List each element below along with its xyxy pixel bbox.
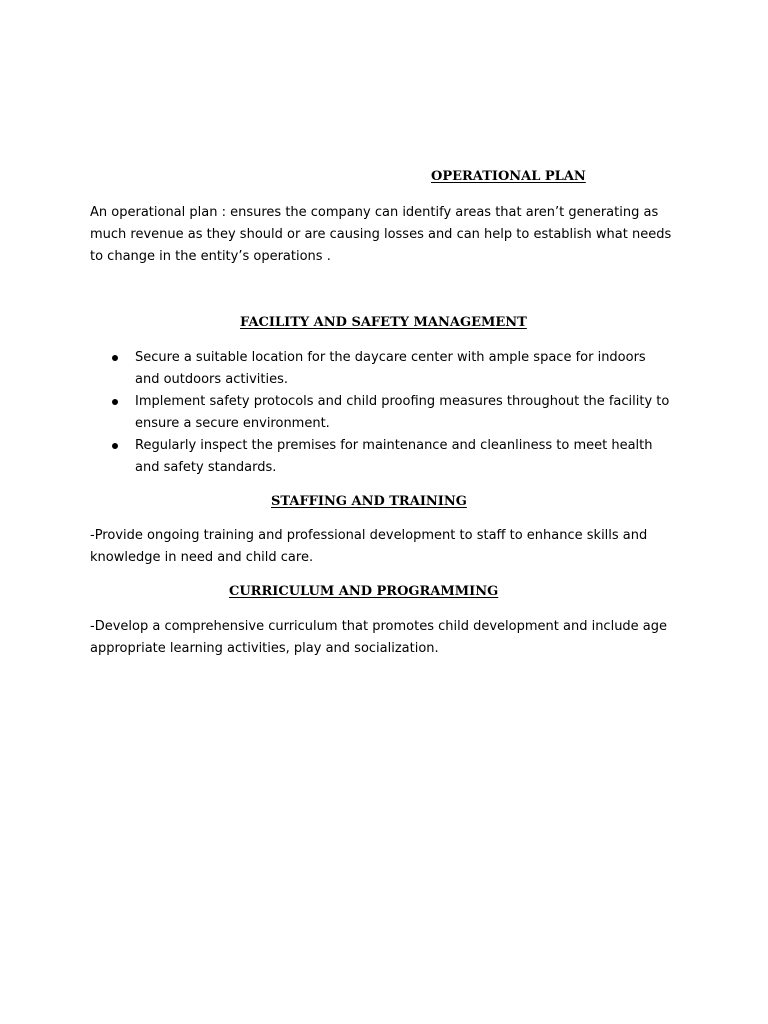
- curriculum-heading: CURRICULUM AND PROGRAMMING: [229, 584, 499, 599]
- list-item-text: Secure a suitable location for the daycare center with ample space for indoors and outdoors activities.: [135, 350, 646, 387]
- intro-paragraph: An operational plan : ensures the company can identify areas that aren’t generating as much revenue as they should or are causing losses and can help to establish what needs to change in the entity’s operations .: [90, 205, 672, 264]
- staffing-paragraph: -Provide ongoing training and professional development to staff to enhance skills and knowledge in need and child care.: [90, 528, 648, 565]
- list-item: [90, 347, 670, 391]
- list-item-text: Implement safety protocols and child proofing measures throughout the facility to ensure a secure environment.: [135, 394, 670, 431]
- list-item-text: Regularly inspect the premises for maintenance and cleanliness to meet health and safety standards.: [135, 438, 653, 476]
- bullet-icon: [112, 443, 118, 449]
- bullet-icon: [112, 399, 118, 405]
- list-item: [90, 435, 670, 479]
- curriculum-paragraph: -Develop a comprehensive curriculum that promotes child development and include age appropriate learning activities, play and socialization.: [90, 619, 668, 656]
- facility-bullet-list: [90, 347, 670, 480]
- bullet-icon: [112, 355, 118, 361]
- list-item: [90, 391, 670, 435]
- facility-heading: FACILITY AND SAFETY MANAGEMENT: [240, 315, 527, 330]
- staffing-heading: STAFFING AND TRAINING: [271, 494, 467, 509]
- page-title: OPERATIONAL PLAN: [431, 169, 586, 184]
